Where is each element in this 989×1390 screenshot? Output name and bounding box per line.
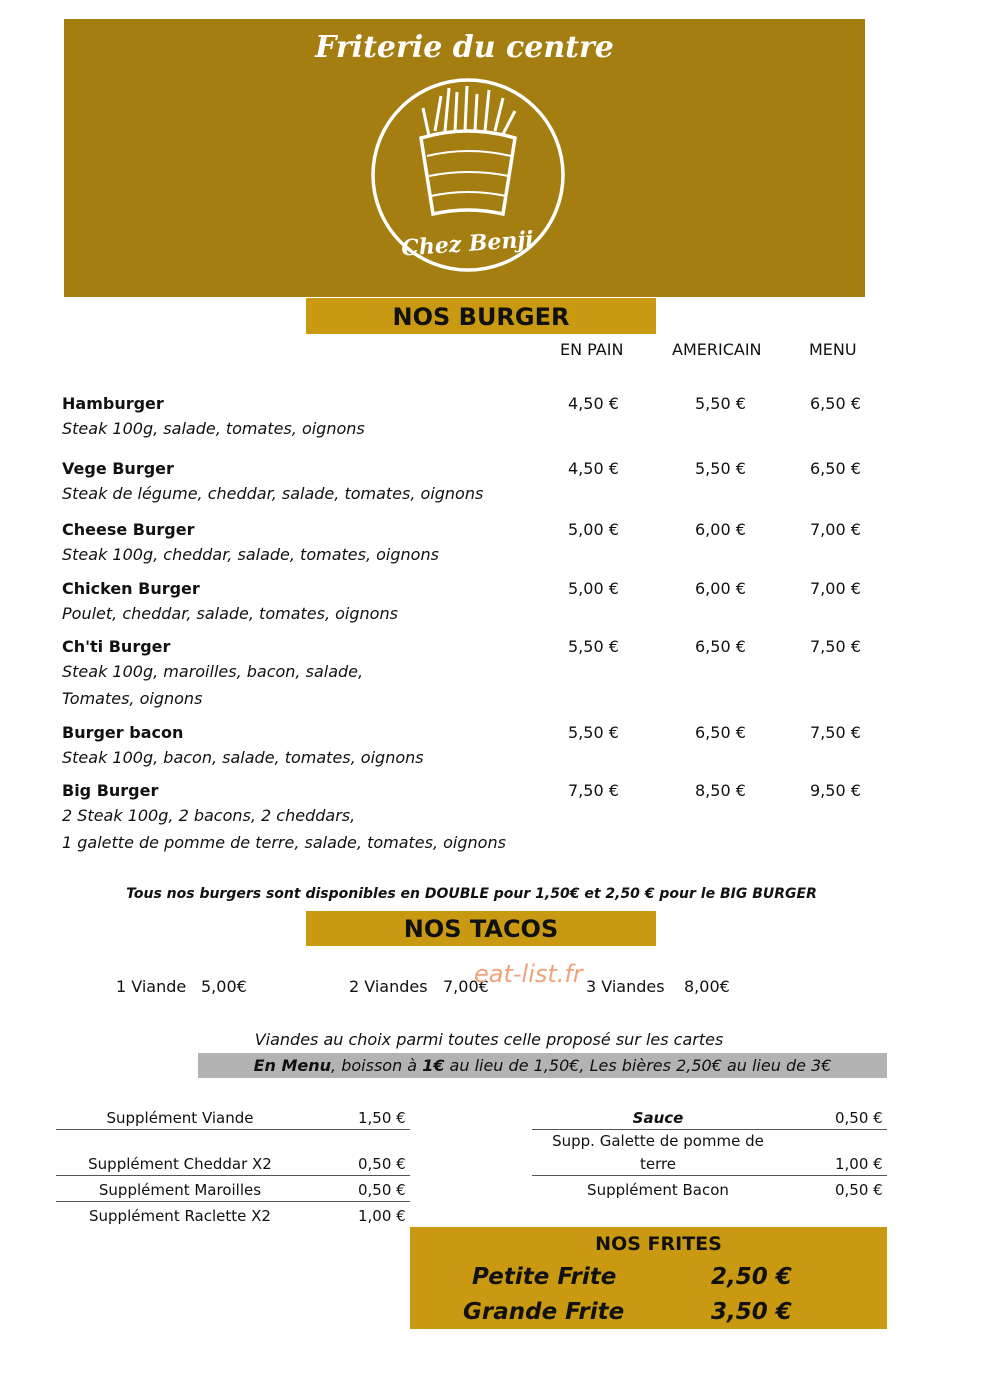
menu-offer-strong: En Menu: [253, 1056, 332, 1075]
burger-name: Hamburger: [62, 394, 164, 413]
logo: [363, 76, 573, 276]
price-menu: 7,00 €: [810, 579, 861, 598]
frites-section-title: NOS FRITES: [595, 1233, 722, 1255]
price-americain: 5,50 €: [695, 459, 746, 478]
frite-name: Grande Frite: [463, 1299, 625, 1325]
price-menu: 9,50 €: [810, 781, 861, 800]
burger-double-note: Tous nos burgers sont disponibles en DOUBLE pour 1,50€ et 2,50 € pour le BIG BURGER: [126, 886, 817, 902]
supplement-price: 1,00 €: [358, 1207, 406, 1225]
price-en-pain: 5,00 €: [568, 520, 619, 539]
tacos-option-price: 7,00€: [443, 977, 489, 996]
supplement-price: 0,50 €: [835, 1109, 883, 1127]
supplement-price: 0,50 €: [358, 1155, 406, 1173]
price-menu: 7,50 €: [810, 637, 861, 656]
burger-section-title: NOS BURGER: [306, 298, 656, 334]
price-en-pain: 4,50 €: [568, 394, 619, 413]
divider: [532, 1175, 887, 1176]
frite-price: 3,50 €: [711, 1299, 792, 1325]
supplement-label: Supp. Galette de pomme de: [552, 1132, 764, 1150]
description-line: Steak 100g, bacon, salade, tomates, oignons: [62, 748, 424, 767]
supplement-price: 1,00 €: [835, 1155, 883, 1173]
menu-offer-price: 1€: [422, 1056, 445, 1075]
burger-description: [62, 416, 542, 443]
price-americain: 6,00 €: [695, 579, 746, 598]
description-line: Steak 100g, salade, tomates, oignons: [62, 419, 365, 438]
tacos-option-label: 2 Viandes: [349, 977, 428, 996]
supplement-price: 1,50 €: [358, 1109, 406, 1127]
description-line: Steak 100g, cheddar, salade, tomates, oignons: [62, 545, 439, 564]
price-americain: 6,50 €: [695, 723, 746, 742]
supplement-price: 0,50 €: [835, 1181, 883, 1199]
tacos-option-label: 1 Viande: [116, 977, 187, 996]
price-en-pain: 5,50 €: [568, 723, 619, 742]
supplement-label: Supplément Maroilles: [98, 1181, 262, 1199]
frite-name: Petite Frite: [472, 1264, 617, 1290]
watermark: eat-list.fr: [474, 960, 583, 988]
burger-name: Ch'ti Burger: [62, 637, 171, 656]
price-americain: 8,50 €: [695, 781, 746, 800]
burger-description: [62, 659, 542, 712]
supplement-label: Supplément Cheddar X2: [88, 1155, 272, 1173]
fries-icon: [421, 86, 515, 214]
tacos-option-price: 8,00€: [684, 977, 730, 996]
supplement-price: 0,50 €: [358, 1181, 406, 1199]
price-menu: 7,00 €: [810, 520, 861, 539]
supplement-label: Sauce: [632, 1109, 684, 1127]
price-en-pain: 4,50 €: [568, 459, 619, 478]
description-line: 2 Steak 100g, 2 bacons, 2 cheddars,: [62, 806, 356, 825]
frite-price: 2,50 €: [711, 1264, 792, 1290]
description-line: Steak 100g, maroilles, bacon, salade,: [62, 662, 364, 681]
burger-description: [62, 481, 542, 508]
description-line: Tomates, oignons: [62, 688, 203, 708]
menu-offer-text: au lieu de 1,50€, Les bières 2,50€ au lieu de 3€: [444, 1056, 832, 1075]
burger-description: [62, 803, 542, 856]
price-en-pain: 5,00 €: [568, 579, 619, 598]
burger-name: Chicken Burger: [62, 579, 200, 598]
supplement-label: terre: [639, 1155, 677, 1173]
logo-text: Chez Benji: [400, 226, 535, 262]
burger-name: Cheese Burger: [62, 520, 195, 539]
tacos-section-title: NOS TACOS: [306, 911, 656, 946]
menu-offer-text: , boisson à: [331, 1056, 423, 1075]
burger-name: Vege Burger: [62, 459, 174, 478]
description-line: Poulet, cheddar, salade, tomates, oignons: [62, 604, 398, 623]
divider: [532, 1129, 887, 1130]
burger-description: [62, 601, 542, 628]
burger-description: [62, 745, 542, 772]
price-menu: 7,50 €: [810, 723, 861, 742]
price-menu: 6,50 €: [810, 459, 861, 478]
price-americain: 6,00 €: [695, 520, 746, 539]
column-header-menu: MENU: [809, 340, 857, 359]
brand-title: Friterie du centre: [315, 30, 614, 65]
divider: [56, 1175, 410, 1176]
column-header-en-pain: EN PAIN: [560, 340, 624, 359]
price-en-pain: 7,50 €: [568, 781, 619, 800]
price-menu: 6,50 €: [810, 394, 861, 413]
price-americain: 6,50 €: [695, 637, 746, 656]
tacos-option-label: 3 Viandes: [586, 977, 665, 996]
divider: [56, 1201, 410, 1202]
burger-name: Burger bacon: [62, 723, 184, 742]
price-en-pain: 5,50 €: [568, 637, 619, 656]
tacos-option-price: 5,00€: [201, 977, 247, 996]
price-americain: 5,50 €: [695, 394, 746, 413]
description-line: Steak de légume, cheddar, salade, tomates, oignons: [62, 484, 484, 503]
description-line: 1 galette de pomme de terre, salade, tomates, oignons: [62, 832, 506, 852]
supplement-label: Supplément Viande: [106, 1109, 254, 1127]
menu-offer-bar: [198, 1053, 887, 1078]
column-header-americain: AMERICAIN: [672, 340, 762, 359]
burger-name: Big Burger: [62, 781, 159, 800]
burger-description: [62, 542, 542, 569]
tacos-choice-note: Viandes au choix parmi toutes celle proposé sur les cartes: [254, 1030, 724, 1049]
divider: [56, 1129, 410, 1130]
supplement-label: Supplément Raclette X2: [89, 1207, 271, 1225]
supplement-label: Supplément Bacon: [587, 1181, 729, 1199]
